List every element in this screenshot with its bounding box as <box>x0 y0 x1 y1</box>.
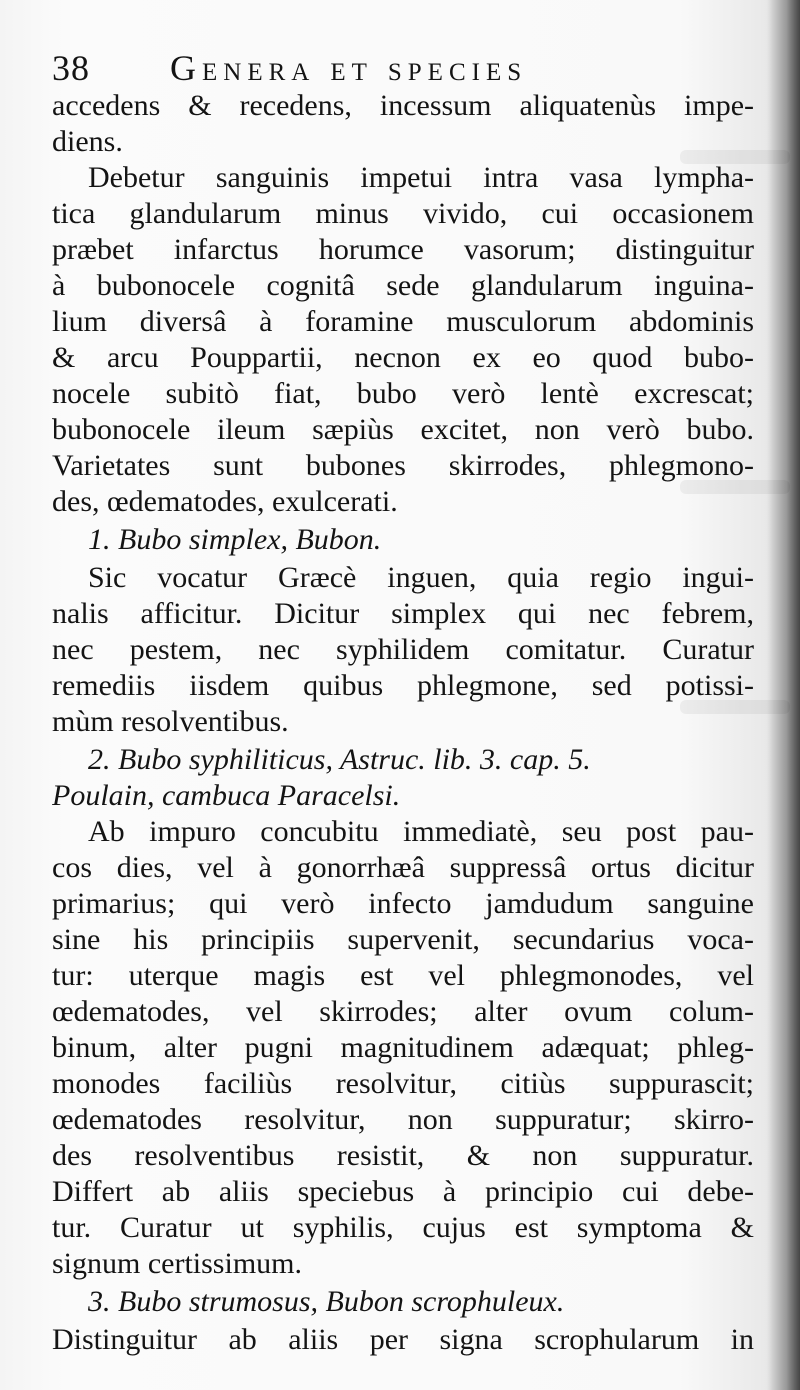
page-edge-shadow <box>766 0 800 1390</box>
text-line: nocele subitò fiat, bubo verò lentè excrescat; <box>52 377 754 410</box>
text-line: Varietates sunt bubones skirrodes, phlegmono- <box>52 449 754 482</box>
running-title: Genera et species <box>170 48 528 88</box>
text-line: primarius; qui verò infecto jamdudum sanguine <box>52 887 754 920</box>
text-line: Differt ab aliis speciebus à principio cui debe- <box>52 1175 754 1208</box>
text-line: nec pestem, nec syphilidem comitatur. Curatur <box>52 633 754 666</box>
section-heading: 3. Bubo strumosus, Bubon scrophuleux. <box>88 1285 565 1318</box>
page-header <box>52 46 752 90</box>
text-line: des resolventibus resistit, & non suppuratur. <box>52 1139 754 1172</box>
text-line: lium diversâ à foramine musculorum abdominis <box>52 305 754 338</box>
text-line: accedens & recedens, incessum aliquatenùs impe- <box>52 89 754 122</box>
text-line: mùm resolventibus. <box>52 705 289 738</box>
text-line: tur: uterque magis est vel phlegmonodes, vel <box>52 959 754 992</box>
text-line: Ab impuro concubitu immediatè, seu post pau- <box>88 815 754 848</box>
text-line: œdematodes, vel skirrodes; alter ovum colum- <box>52 995 754 1028</box>
section-heading: 1. Bubo simplex, Bubon. <box>88 523 382 556</box>
text-line: Distinguitur ab aliis per signa scrophularum in <box>52 1323 754 1356</box>
text-line: nalis afficitur. Dicitur simplex qui nec febrem, <box>52 597 754 630</box>
section-heading: 2. Bubo syphiliticus, Astruc. lib. 3. cap. 5. <box>88 743 591 776</box>
text-line: remediis iisdem quibus phlegmone, sed potissi- <box>52 669 754 702</box>
text-line: sine his principiis supervenit, secundarius voca- <box>52 923 754 956</box>
text-line: diens. <box>52 125 123 158</box>
text-line: tica glandularum minus vivido, cui occasionem <box>52 197 754 230</box>
text-line: tur. Curatur ut syphilis, cujus est symptoma & <box>52 1211 754 1244</box>
text-line: œdematodes resolvitur, non suppuratur; skirro- <box>52 1103 754 1136</box>
text-line: signum certissimum. <box>52 1247 302 1280</box>
section-heading: Poulain, cambuca Paracelsi. <box>52 779 401 812</box>
text-line: præbet infarctus horumce vasorum; distinguitur <box>52 233 754 266</box>
text-line: cos dies, vel à gonorrhæâ suppressâ ortus dicitur <box>52 851 754 884</box>
text-line: à bubonocele cognitâ sede glandularum inguina- <box>52 269 754 302</box>
text-line: bubonocele ileum sæpiùs excitet, non verò bubo. <box>52 413 754 446</box>
text-line: monodes faciliùs resolvitur, citiùs suppurascit; <box>52 1067 754 1100</box>
text-line: binum, alter pugni magnitudinem adæquat; phleg- <box>52 1031 754 1064</box>
text-line: Sic vocatur Græcè inguen, quia regio ingui- <box>88 561 754 594</box>
page-number: 38 <box>52 48 90 88</box>
text-line: Debetur sanguinis impetui intra vasa lympha- <box>88 161 754 194</box>
text-line: & arcu Pouppartii, necnon ex eo quod bubo- <box>52 341 754 374</box>
text-line: des, œdematodes, exulcerati. <box>52 485 398 518</box>
